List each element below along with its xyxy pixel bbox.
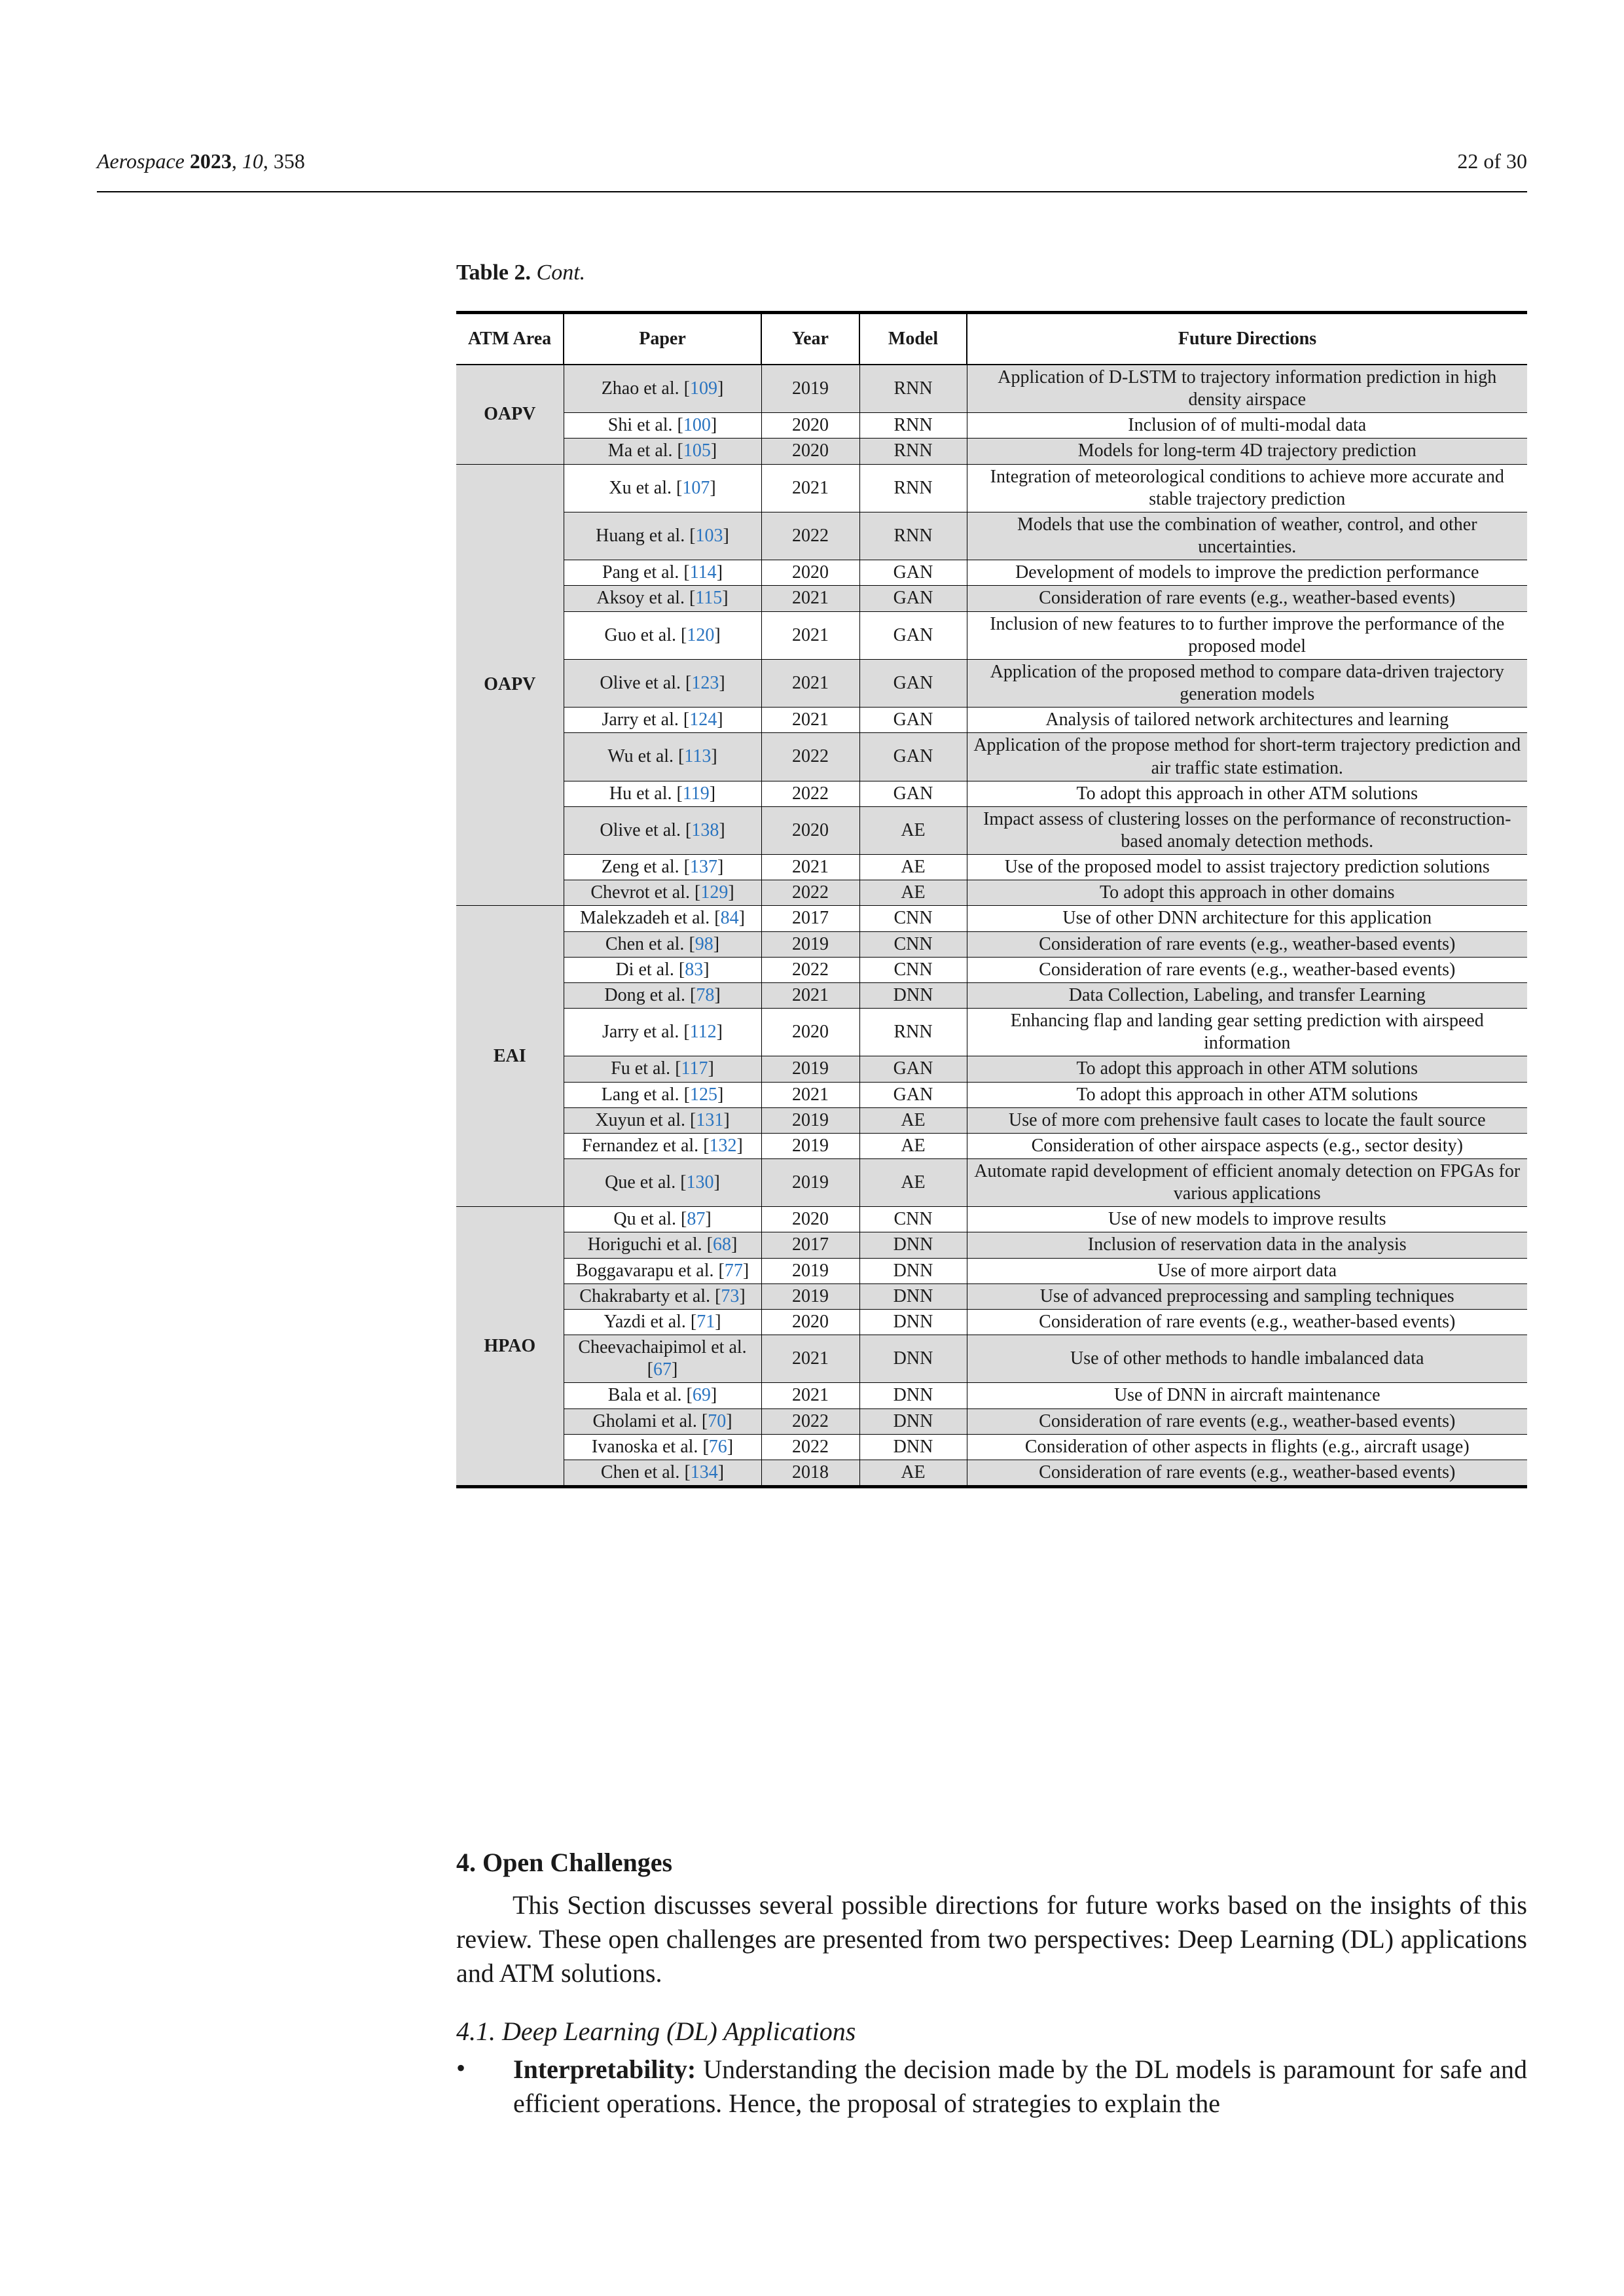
paper-cell: Guo et al. [120]	[564, 611, 761, 659]
future-direction-cell: Models that use the combination of weather, control, and other uncertainties.	[967, 512, 1527, 560]
model-cell: GAN	[859, 659, 967, 707]
table-caption-text: Cont.	[536, 260, 586, 285]
citation-link[interactable]: 77	[724, 1260, 743, 1281]
citation-link[interactable]: 87	[687, 1209, 706, 1230]
table-row	[456, 855, 1527, 880]
year-cell: 2019	[761, 1133, 859, 1158]
citation-link[interactable]: 113	[684, 746, 712, 767]
future-direction-cell: Use of other methods to handle imbalanced data	[967, 1335, 1527, 1383]
model-cell: GAN	[859, 560, 967, 586]
paper-author: Xuyun et al.	[595, 1109, 685, 1130]
model-cell: DNN	[859, 1283, 967, 1309]
model-cell: CNN	[859, 931, 967, 957]
paper-cell: Chen et al. [134]	[564, 1460, 761, 1486]
model-cell: RNN	[859, 365, 967, 413]
model-cell: AE	[859, 855, 967, 880]
model-cell: GAN	[859, 733, 967, 781]
journal-name: Aerospace	[97, 149, 185, 173]
paper-author: Yazdi et al.	[604, 1311, 686, 1332]
running-header: Aerospace 2023, 10, 358	[97, 149, 305, 173]
paper-author: Ma et al.	[607, 440, 673, 461]
year-cell: 2017	[761, 1232, 859, 1258]
year-cell: 2022	[761, 1408, 859, 1434]
section-heading: 4. Open Challenges	[456, 1848, 673, 1877]
future-direction-cell: Consideration of rare events (e.g., weather-based events)	[967, 586, 1527, 611]
paper-author: Cheevachaipimol et al.	[578, 1337, 747, 1358]
col-header-model: Model	[859, 313, 967, 365]
year-cell: 2021	[761, 982, 859, 1008]
year-cell: 2021	[761, 659, 859, 707]
future-direction-cell: Models for long-term 4D trajectory prediction	[967, 439, 1527, 464]
table-row	[456, 982, 1527, 1008]
citation-link[interactable]: 131	[696, 1109, 724, 1130]
year-cell: 2020	[761, 560, 859, 586]
col-header-paper: Paper	[564, 313, 761, 365]
citation-link[interactable]: 67	[653, 1359, 672, 1380]
atm-area-cell: OAPV	[456, 464, 564, 906]
paper-cell: Pang et al. [114]	[564, 560, 761, 586]
table-row	[456, 1082, 1527, 1107]
paper-author: Wu et al.	[607, 746, 674, 767]
future-direction-cell: Analysis of tailored network architectures and learning	[967, 708, 1527, 733]
paper-cell: Dong et al. [78]	[564, 982, 761, 1008]
atm-area-cell: OAPV	[456, 365, 564, 464]
model-cell: RNN	[859, 413, 967, 439]
year-cell: 2019	[761, 1283, 859, 1309]
paper-cell: Zeng et al. [137]	[564, 855, 761, 880]
year-cell: 2022	[761, 957, 859, 982]
model-cell: RNN	[859, 1009, 967, 1056]
year-cell: 2021	[761, 708, 859, 733]
table-row	[456, 1133, 1527, 1158]
table-row	[456, 365, 1527, 413]
paper-cell: Shi et al. [100]	[564, 413, 761, 439]
table-caption-label: Table 2.	[456, 260, 532, 285]
citation-link[interactable]: 76	[708, 1436, 727, 1457]
paper-cell: Boggavarapu et al. [77]	[564, 1258, 761, 1283]
year-cell: 2021	[761, 855, 859, 880]
paper-cell: Fernandez et al. [132]	[564, 1133, 761, 1158]
model-cell: CNN	[859, 906, 967, 931]
year-cell: 2019	[761, 1107, 859, 1133]
citation-link[interactable]: 114	[689, 562, 717, 583]
paper-author: Horiguchi et al.	[587, 1234, 702, 1255]
citation-link[interactable]: 120	[687, 624, 715, 645]
future-direction-cell: Consideration of rare events (e.g., weather-based events)	[967, 1408, 1527, 1434]
model-cell: AE	[859, 880, 967, 906]
citation-link[interactable]: 124	[689, 709, 717, 730]
model-cell: AE	[859, 1107, 967, 1133]
future-direction-cell: Use of new models to improve results	[967, 1207, 1527, 1232]
paper-cell: Horiguchi et al. [68]	[564, 1232, 761, 1258]
table-caption	[456, 260, 585, 285]
future-direction-cell: Use of other DNN architecture for this application	[967, 906, 1527, 931]
year-cell: 2021	[761, 1335, 859, 1383]
year-cell: 2021	[761, 611, 859, 659]
model-cell: DNN	[859, 982, 967, 1008]
journal-year: 2023	[189, 149, 232, 173]
table-row	[456, 611, 1527, 659]
future-direction-cell: Consideration of rare events (e.g., weather-based events)	[967, 957, 1527, 982]
paper-author: Fernandez et al.	[582, 1135, 699, 1156]
future-direction-cell: Development of models to improve the prediction performance	[967, 560, 1527, 586]
paper-author: Qu et al.	[613, 1209, 676, 1230]
model-cell: DNN	[859, 1335, 967, 1383]
paper-author: Zeng et al.	[601, 857, 679, 878]
table-row	[456, 708, 1527, 733]
future-direction-cell: Integration of meteorological conditions to achieve more accurate and stable trajectory prediction	[967, 464, 1527, 512]
future-direction-cell: Inclusion of reservation data in the analysis	[967, 1232, 1527, 1258]
citation-link[interactable]: 68	[712, 1234, 731, 1255]
table-row	[456, 1335, 1527, 1383]
future-direction-cell: Consideration of other airspace aspects (e.g., sector desity)	[967, 1133, 1527, 1158]
future-directions-table	[456, 311, 1527, 1488]
journal-volume: 10	[242, 149, 263, 173]
model-cell: DNN	[859, 1309, 967, 1335]
model-cell: AE	[859, 806, 967, 854]
citation-link[interactable]: 134	[690, 1462, 718, 1482]
paper-author: Dong et al.	[604, 984, 685, 1005]
paper-author: Bala et al.	[607, 1385, 682, 1406]
table-row	[456, 464, 1527, 512]
future-direction-cell: Consideration of rare events (e.g., weather-based events)	[967, 1309, 1527, 1335]
paper-author: Olive et al.	[600, 819, 681, 840]
paper-author: Lang et al.	[601, 1084, 679, 1105]
table-row	[456, 1283, 1527, 1309]
paper-author: Olive et al.	[600, 672, 681, 693]
paper-author: Malekzadeh et al.	[580, 908, 710, 929]
year-cell: 2020	[761, 413, 859, 439]
paper-author: Shi et al.	[607, 415, 673, 436]
paper-cell: Gholami et al. [70]	[564, 1408, 761, 1434]
citation-link[interactable]: 73	[721, 1285, 740, 1306]
citation-link[interactable]: 70	[708, 1410, 727, 1431]
year-cell: 2022	[761, 733, 859, 781]
paper-author: Chen et al.	[605, 933, 685, 954]
citation-link[interactable]: 98	[695, 933, 713, 954]
paper-author: Fu et al.	[611, 1058, 671, 1079]
model-cell: DNN	[859, 1258, 967, 1283]
year-cell: 2020	[761, 439, 859, 464]
future-direction-cell: Use of more com prehensive fault cases to locate the fault source	[967, 1107, 1527, 1133]
paper-cell: Jarry et al. [112]	[564, 1009, 761, 1056]
paper-cell: Xu et al. [107]	[564, 464, 761, 512]
table-row	[456, 1159, 1527, 1207]
model-cell: GAN	[859, 781, 967, 806]
table-row	[456, 806, 1527, 854]
model-cell: RNN	[859, 464, 967, 512]
year-cell: 2022	[761, 512, 859, 560]
table-row	[456, 880, 1527, 906]
future-direction-cell: Use of DNN in aircraft maintenance	[967, 1383, 1527, 1408]
citation-link[interactable]: 115	[695, 588, 723, 609]
citation-link[interactable]: 69	[692, 1385, 711, 1406]
model-cell: AE	[859, 1133, 967, 1158]
atm-area-cell: HPAO	[456, 1207, 564, 1487]
table-row	[456, 560, 1527, 586]
article-number: 358	[273, 149, 305, 173]
table-row	[456, 931, 1527, 957]
table-row	[456, 781, 1527, 806]
citation-link[interactable]: 71	[696, 1311, 715, 1332]
year-cell: 2021	[761, 1082, 859, 1107]
paper-cell: Jarry et al. [124]	[564, 708, 761, 733]
paper-author: Aksoy et al.	[596, 588, 685, 609]
table-row	[456, 733, 1527, 781]
model-cell: DNN	[859, 1408, 967, 1434]
future-direction-cell: Use of advanced preprocessing and sampling techniques	[967, 1283, 1527, 1309]
table-body	[456, 365, 1527, 1487]
paper-author: Ivanoska et al.	[591, 1436, 698, 1457]
paper-cell: Zhao et al. [109]	[564, 365, 761, 413]
paper-author: Hu et al.	[609, 783, 672, 804]
citation-link[interactable]: 123	[691, 672, 719, 693]
citation-link[interactable]: 112	[689, 1022, 717, 1043]
future-direction-cell: Consideration of rare events (e.g., weather-based events)	[967, 931, 1527, 957]
future-direction-cell: To adopt this approach in other ATM solutions	[967, 781, 1527, 806]
paper-author: Que et al.	[605, 1172, 676, 1193]
citation-link[interactable]: 105	[683, 440, 711, 461]
future-direction-cell: Impact assess of clustering losses on the performance of reconstruction-based anomaly detection methods.	[967, 806, 1527, 854]
future-direction-cell: To adopt this approach in other domains	[967, 880, 1527, 906]
citation-link[interactable]: 117	[681, 1058, 708, 1079]
table-row	[456, 1383, 1527, 1408]
section-paragraph: This Section discusses several possible directions for future works based on the insights of this review. These open challenges are presented from two perspectives: Deep Learning (DL) applications and ATM solutions.	[456, 1890, 1527, 1988]
table-row	[456, 906, 1527, 931]
model-cell: GAN	[859, 1056, 967, 1082]
table-row	[456, 957, 1527, 982]
citation-link[interactable]: 130	[686, 1172, 714, 1193]
table-row	[456, 1207, 1527, 1232]
paper-author: Jarry et al.	[602, 1022, 679, 1043]
paper-author: Chen et al.	[600, 1462, 680, 1482]
paper-cell: Fu et al. [117]	[564, 1056, 761, 1082]
paper-cell: Cheevachaipimol et al. [67]	[564, 1335, 761, 1383]
paper-cell: Xuyun et al. [131]	[564, 1107, 761, 1133]
citation-link[interactable]: 137	[689, 857, 717, 878]
year-cell: 2018	[761, 1460, 859, 1486]
future-direction-cell: Enhancing flap and landing gear setting prediction with airspeed information	[967, 1009, 1527, 1056]
paper-cell: Ivanoska et al. [76]	[564, 1434, 761, 1460]
model-cell: CNN	[859, 1207, 967, 1232]
paper-author: Pang et al.	[602, 562, 679, 583]
year-cell: 2019	[761, 365, 859, 413]
paper-author: Xu et al.	[609, 477, 672, 498]
citation-link[interactable]: 103	[695, 526, 723, 547]
future-direction-cell: Consideration of rare events (e.g., weather-based events)	[967, 1460, 1527, 1486]
subsection-heading: 4.1. Deep Learning (DL) Applications	[456, 2017, 856, 2046]
paper-cell: Huang et al. [103]	[564, 512, 761, 560]
paper-cell: Olive et al. [123]	[564, 659, 761, 707]
paper-author: Di et al.	[615, 959, 674, 980]
year-cell: 2019	[761, 1056, 859, 1082]
year-cell: 2020	[761, 806, 859, 854]
paper-cell: Lang et al. [125]	[564, 1082, 761, 1107]
paper-cell: Di et al. [83]	[564, 957, 761, 982]
table-row	[456, 1258, 1527, 1283]
table-row	[456, 512, 1527, 560]
citation-link[interactable]: 83	[685, 959, 704, 980]
year-cell: 2021	[761, 464, 859, 512]
future-direction-cell: To adopt this approach in other ATM solutions	[967, 1082, 1527, 1107]
future-direction-cell: Inclusion of of multi-modal data	[967, 413, 1527, 439]
year-cell: 2020	[761, 1009, 859, 1056]
year-cell: 2022	[761, 781, 859, 806]
model-cell: GAN	[859, 586, 967, 611]
model-cell: AE	[859, 1159, 967, 1207]
future-direction-cell: Application of the propose method for short-term trajectory prediction and air traffic state estimation.	[967, 733, 1527, 781]
paper-cell: Chakrabarty et al. [73]	[564, 1283, 761, 1309]
future-direction-cell: To adopt this approach in other ATM solutions	[967, 1056, 1527, 1082]
model-cell: RNN	[859, 512, 967, 560]
model-cell: DNN	[859, 1434, 967, 1460]
paper-cell: Wu et al. [113]	[564, 733, 761, 781]
table-row	[456, 413, 1527, 439]
paper-cell: Chevrot et al. [129]	[564, 880, 761, 906]
paper-cell: Bala et al. [69]	[564, 1383, 761, 1408]
paper-author: Gholami et al.	[592, 1410, 697, 1431]
paper-author: Chakrabarty et al.	[579, 1285, 711, 1306]
year-cell: 2019	[761, 931, 859, 957]
future-direction-cell: Application of the proposed method to compare data-driven trajectory generation models	[967, 659, 1527, 707]
future-direction-cell: Use of more airport data	[967, 1258, 1527, 1283]
citation-link[interactable]: 109	[689, 378, 717, 399]
future-direction-cell: Consideration of other aspects in flights (e.g., aircraft usage)	[967, 1434, 1527, 1460]
paper-cell: Aksoy et al. [115]	[564, 586, 761, 611]
bullet-item	[513, 2053, 1527, 2121]
table-row	[456, 1434, 1527, 1460]
paper-cell: Qu et al. [87]	[564, 1207, 761, 1232]
model-cell: CNN	[859, 957, 967, 982]
citation-link[interactable]: 78	[696, 984, 715, 1005]
paper-author: Huang et al.	[596, 526, 685, 547]
paper-cell: Hu et al. [119]	[564, 781, 761, 806]
col-header-area: ATM Area	[456, 313, 564, 365]
model-cell: GAN	[859, 1082, 967, 1107]
citation-link[interactable]: 100	[683, 415, 711, 436]
paper-cell: Yazdi et al. [71]	[564, 1309, 761, 1335]
future-direction-cell: Automate rapid development of efficient anomaly detection on FPGAs for various applications	[967, 1159, 1527, 1207]
paper-cell: Olive et al. [138]	[564, 806, 761, 854]
paper-cell: Que et al. [130]	[564, 1159, 761, 1207]
citation-link[interactable]: 119	[682, 783, 710, 804]
model-cell: GAN	[859, 708, 967, 733]
paper-author: Zhao et al.	[601, 378, 679, 399]
model-cell: RNN	[859, 439, 967, 464]
year-cell: 2020	[761, 1309, 859, 1335]
table-row	[456, 1408, 1527, 1434]
citation-link[interactable]: 129	[700, 882, 729, 903]
future-direction-cell: Application of D-LSTM to trajectory information prediction in high density airspace	[967, 365, 1527, 413]
citation-link[interactable]: 125	[689, 1084, 717, 1105]
table-row	[456, 1009, 1527, 1056]
table-row	[456, 659, 1527, 707]
atm-area-cell: EAI	[456, 906, 564, 1207]
page-number: 22 of 30	[1457, 149, 1527, 173]
citation-link[interactable]: 107	[682, 477, 710, 498]
table-row	[456, 1460, 1527, 1486]
year-cell: 2020	[761, 1207, 859, 1232]
citation-link[interactable]: 138	[691, 819, 719, 840]
model-cell: GAN	[859, 611, 967, 659]
future-direction-cell: Data Collection, Labeling, and transfer Learning	[967, 982, 1527, 1008]
col-header-year: Year	[761, 313, 859, 365]
future-direction-cell: Inclusion of new features to to further improve the performance of the proposed model	[967, 611, 1527, 659]
table-row	[456, 1107, 1527, 1133]
bullet-title: Interpretability:	[513, 2054, 696, 2084]
table-row	[456, 1056, 1527, 1082]
table-row	[456, 1232, 1527, 1258]
model-cell: AE	[859, 1460, 967, 1486]
table-row	[456, 439, 1527, 464]
paper-author: Guo et al.	[604, 624, 676, 645]
year-cell: 2022	[761, 1434, 859, 1460]
bullet-marker: •	[456, 2053, 466, 2083]
paper-cell: Ma et al. [105]	[564, 439, 761, 464]
paper-author: Boggavarapu et al.	[575, 1260, 714, 1281]
citation-link[interactable]: 132	[709, 1135, 737, 1156]
year-cell: 2022	[761, 880, 859, 906]
col-header-future: Future Directions	[967, 313, 1527, 365]
year-cell: 2017	[761, 906, 859, 931]
model-cell: DNN	[859, 1232, 967, 1258]
bullet-text: Understanding the decision made by the DL models is paramount for safe and efficient operations. Hence, the proposal of strategies to explain the	[513, 2054, 1527, 2118]
paper-author: Chevrot et al.	[590, 882, 690, 903]
table-header-row	[456, 313, 1527, 365]
header-divider	[97, 191, 1527, 192]
future-direction-cell: Use of the proposed model to assist trajectory prediction solutions	[967, 855, 1527, 880]
table-row	[456, 1309, 1527, 1335]
citation-link[interactable]: 84	[720, 908, 739, 929]
model-cell: DNN	[859, 1383, 967, 1408]
year-cell: 2021	[761, 586, 859, 611]
paper-cell: Malekzadeh et al. [84]	[564, 906, 761, 931]
paper-cell: Chen et al. [98]	[564, 931, 761, 957]
year-cell: 2019	[761, 1159, 859, 1207]
year-cell: 2021	[761, 1383, 859, 1408]
year-cell: 2019	[761, 1258, 859, 1283]
paper-author: Jarry et al.	[602, 709, 679, 730]
table-row	[456, 586, 1527, 611]
